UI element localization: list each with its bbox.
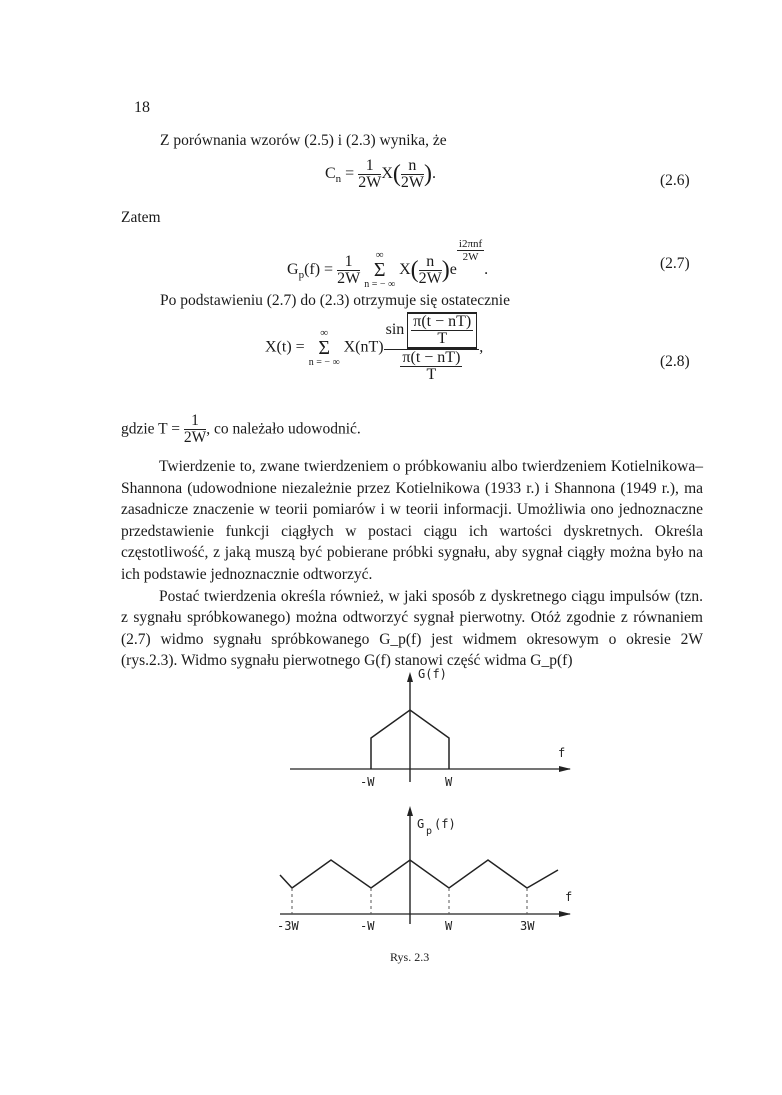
eq27-sum: [364, 250, 395, 290]
eq28-equals: =: [295, 338, 305, 356]
top-axis-label: G(f): [418, 667, 447, 681]
eq27-fraction: [337, 254, 360, 287]
eq28-sum-symbol: Σ: [318, 336, 330, 359]
figure-2-3: [250, 660, 590, 940]
eq26-lhs-sub: n: [335, 173, 342, 186]
intro-line: Z porównania wzorów (2.5) i (2.3) wynika, że: [160, 132, 447, 149]
bottom-axis-arrow-right: [559, 911, 571, 917]
eq26-frac-den: 2W: [358, 174, 382, 191]
eq28-inner-fraction: [411, 314, 473, 347]
bottom-f-label: f: [565, 890, 573, 904]
eq28-sum: [309, 328, 340, 368]
bottom-axis-arrow-up: [407, 806, 413, 816]
eq27-arg-num: n: [419, 254, 442, 271]
eq27-frac-num: 1: [337, 254, 360, 271]
paragraph-1: Twierdzenie to, zwane twierdzeniem o próbkowaniu albo twierdzeniem Kotielnikowa–Shannona (udowodnione niezależnie przez Kotielnikowa (1933 r.) i Shannona (1949 r.), ma zasadnicze znaczenie w teorii pomiarów i w teorii informacji. Umożliwia ono jednoznaczne przedstawienie funkcji ciągłych w postaci ciągu ich wartości dyskretnych. Określa częstotliwość, z jaką muszą być pobierane próbki sygnału, aby sygnał ciągły można było na ich podstawie jednoznacznie odtworzyć.: [121, 458, 703, 583]
eq27-lhs-sub: p: [298, 269, 305, 281]
zatem-word: Zatem: [121, 209, 161, 226]
gdzie-frac-den: 2W: [183, 429, 207, 446]
eq27-exponent: [457, 238, 484, 263]
eq27-sum-symbol: Σ: [373, 259, 386, 282]
eq26-fraction: [358, 158, 381, 191]
eq28-sum-bottom: n = − ∞: [308, 356, 340, 368]
eq26-tail: .: [431, 165, 436, 183]
po-podstawieniu-line: Po podstawieniu (2.7) do (2.3) otrzymuje się ostatecznie: [160, 292, 510, 309]
eq27-exp-num: i2πnf: [458, 238, 483, 250]
eq27-arg: [419, 254, 442, 287]
eq26-equals: =: [345, 165, 355, 183]
page-number: 18: [134, 99, 150, 116]
eq26-fn: X: [381, 165, 393, 183]
eq26-arg-den: 2W: [400, 174, 424, 191]
bottom-axis-label-tail: (f): [434, 817, 456, 831]
bottom-axis-label-sub: p: [426, 826, 433, 837]
eq27-exp-base: e: [449, 261, 457, 278]
bottom-axis-label-base: G: [417, 817, 425, 831]
eq27-tail: .: [484, 261, 489, 278]
top-f-label: f: [558, 746, 566, 760]
top-axis-arrow-right: [559, 766, 571, 772]
top-tick-minus-w: -W: [360, 775, 375, 789]
eq26-lhs: C: [325, 165, 336, 183]
eq26-arg: [401, 158, 424, 191]
gdzie-suffix: , co należało udowodnić.: [206, 420, 361, 438]
eq28-lhs: X(t): [265, 338, 292, 356]
eq28-term: X(nT): [343, 338, 384, 356]
eq27-exp-den: 2W: [462, 251, 479, 263]
bottom-periodic-curve: [280, 860, 558, 888]
equation-number-2-7: (2.7): [660, 255, 690, 272]
eq27-fn: X: [399, 261, 411, 278]
body-text: [121, 456, 703, 672]
eq27-sum-bottom: n = − ∞: [364, 279, 396, 291]
gdzie-line: [121, 413, 361, 446]
bottom-tick-minus-w: -W: [360, 919, 375, 933]
eq27-lhs-arg: (f): [304, 261, 321, 278]
eq28-den-den: T: [426, 366, 437, 383]
eq28-tail: ,: [479, 338, 484, 356]
top-tick-w: W: [445, 775, 453, 789]
figure-caption: Rys. 2.3: [390, 950, 430, 964]
eq28-sin: sin: [385, 321, 405, 339]
eq27-lhs: G: [287, 261, 299, 278]
eq28-den-fraction: [400, 350, 462, 383]
equation-number-2-6: (2.6): [660, 172, 690, 189]
eq28-inner-den: T: [437, 330, 448, 347]
bottom-tick-minus-3w: -3W: [277, 919, 299, 933]
eq26-arg-num: n: [401, 158, 424, 175]
eq27-sum-top: ∞: [375, 249, 384, 262]
eq28-sum-top: ∞: [320, 326, 329, 339]
equation-2-8: [265, 312, 483, 383]
top-axis-arrow-up: [407, 672, 413, 682]
gdzie-frac-num: 1: [184, 413, 206, 430]
eq27-arg-den: 2W: [418, 269, 442, 287]
eq27-frac-den: 2W: [337, 269, 361, 287]
eq28-bracket: [407, 312, 477, 349]
bottom-tick-w: W: [445, 919, 453, 933]
equation-2-6: $C_n$ = $\frac{1}{2W}$ X( $\frac{n}{2W}$ ).: [325, 157, 436, 191]
eq27-equals: =: [324, 261, 334, 278]
eq28-inner-num: π(t − nT): [413, 313, 472, 330]
paragraph-2: Postać twierdzenia określa również, w jaki sposób z dyskretnego ciągu impulsów (tzn. z sygnału spróbkowanego) można odtworzyć sygnał pierwotny. Otóż zgodnie z równaniem (2.7) widmo sygnału spróbkowanego G_p(f) jest widmem okresowym o okresie 2W (rys.2.3). Widmo sygnału pierwotnego G(f) stanowi część widma G_p(f): [121, 587, 703, 670]
eq28-big-fraction: [384, 312, 480, 383]
gdzie-fraction: [184, 413, 206, 446]
equation-number-2-8: (2.8): [660, 353, 690, 370]
top-spectrum-diagram: [290, 667, 571, 789]
eq28-big-den: [384, 350, 480, 383]
eq28-den-num: π(t − nT): [402, 349, 461, 366]
eq26-frac-num: 1: [358, 158, 381, 175]
bottom-tick-3w: 3W: [520, 919, 535, 933]
gdzie-prefix: gdzie T =: [121, 420, 180, 438]
bottom-spectrum-diagram: [277, 806, 572, 933]
equation-2-7: $G_p(f)$ = $\frac{1}{2W}$ ∞ Σ n = − ∞ X( $\frac{n}{2W}$ )e $\frac{\text{i2πnf}}{2W}$ .: [287, 238, 489, 291]
eq28-big-num: [384, 312, 480, 350]
